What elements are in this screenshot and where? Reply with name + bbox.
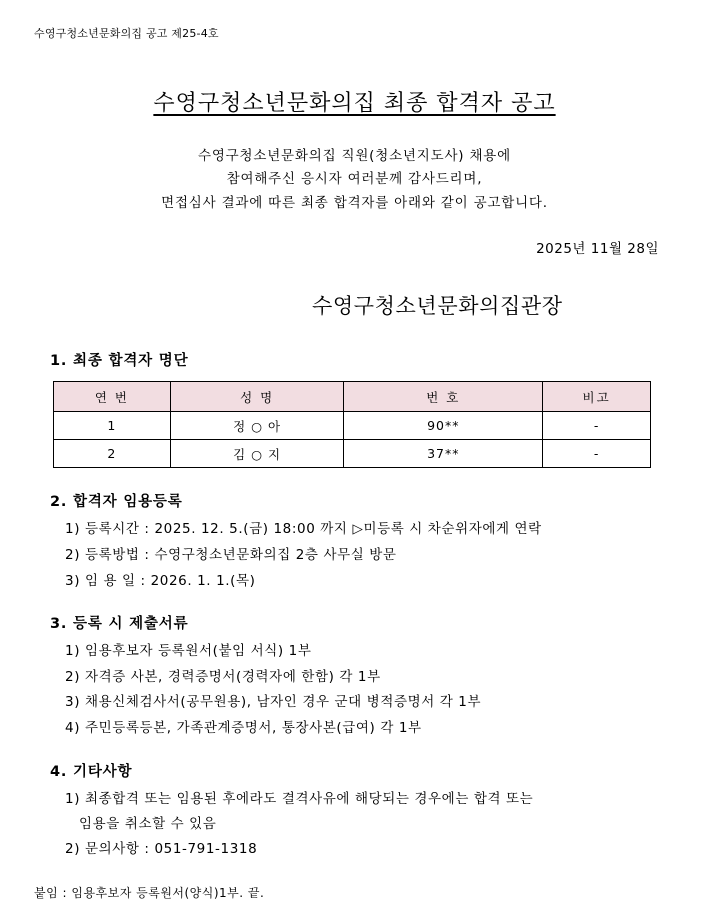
list-item: 1) 등록시간 : 2025. 12. 5.(금) 18:00 까지 ▷미등록 시 차순위자에게 연락 [65,521,542,537]
list-item: 3) 채용신체검사서(공무원용), 남자인 경우 군대 병적증명서 각 1부 [65,694,482,710]
column-header-number: 연 번 [54,382,171,412]
intro-line-1: 수영구청소년문화의집 직원(청소년지도사) 채용에 [198,148,511,164]
section-heading-1: 1. 최종 합격자 명단 [50,353,189,369]
column-header-note: 비고 [543,382,651,412]
signer: 수영구청소년문화의집관장 [312,294,563,318]
column-header-name: 성 명 [170,382,344,412]
list-item: 2) 자격증 사본, 경력증명서(경력자에 한함) 각 1부 [65,669,381,685]
attachment-note: 붙임 : 임용후보자 등록원서(양식)1부. 끝. [34,886,265,900]
cell-id: 90** [344,412,543,440]
list-item: 1) 임용후보자 등록원서(붙임 서식) 1부 [65,643,312,659]
cell-id: 37** [344,440,543,468]
list-item: 1) 최종합격 또는 임용된 후에라도 결격사유에 해당되는 경우에는 합격 또는 [65,791,534,807]
table-row [54,412,651,440]
list-item-continuation: 임용을 취소할 수 있음 [79,816,217,832]
list-item: 3) 임 용 일 : 2026. 1. 1.(목) [65,573,256,589]
notice-number: 수영구청소년문화의집 공고 제25-4호 [34,27,219,40]
results-table [53,381,651,468]
intro-line-3: 면접심사 결과에 따른 최종 합격자를 아래와 같이 공고합니다. [161,195,548,211]
cell-note: - [543,412,651,440]
section-heading-3: 3. 등록 시 제출서류 [50,616,189,632]
section-heading-4: 4. 기타사항 [50,764,133,780]
list-item: 2) 등록방법 : 수영구청소년문화의집 2층 사무실 방문 [65,547,397,563]
table-header-row [54,382,651,412]
cell-note: - [543,440,651,468]
list-item: 2) 문의사항 : 051-791-1318 [65,841,258,857]
list-item: 4) 주민등록등본, 가족관계증명서, 통장사본(급여) 각 1부 [65,720,422,736]
column-header-id: 번 호 [344,382,543,412]
page-title-text: 수영구청소년문화의집 최종 합격자 공고 [153,91,556,116]
cell-name: 김 ○ 지 [170,440,344,468]
cell-name: 정 ○ 아 [170,412,344,440]
cell-number: 2 [54,440,171,468]
table-row [54,440,651,468]
cell-number: 1 [54,412,171,440]
notice-date: 2025년 11월 28일 [536,241,659,257]
section-heading-2: 2. 합격자 임용등록 [50,494,183,510]
intro-line-2: 참여해주신 응시자 여러분께 감사드리며, [226,171,483,187]
page-title [0,86,709,117]
